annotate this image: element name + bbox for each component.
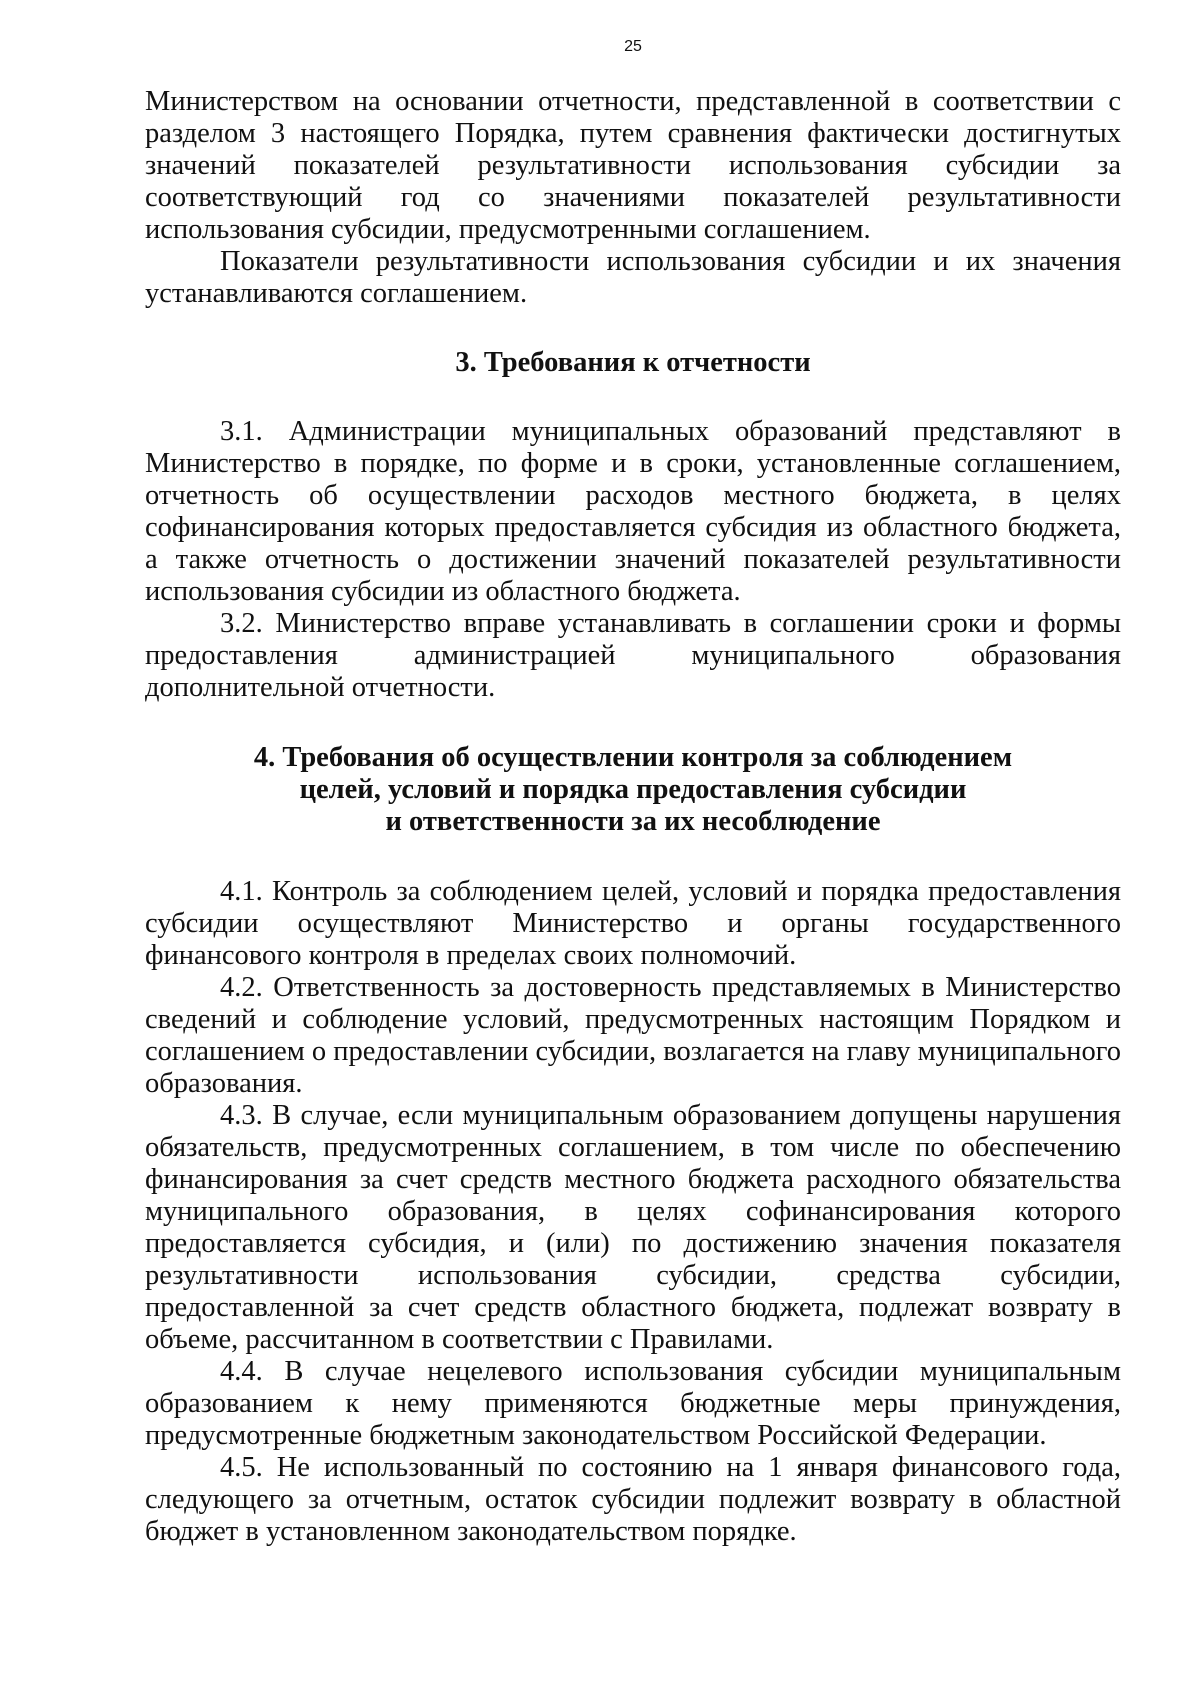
- document-body: [145, 86, 1121, 1548]
- paragraph-4-1: 4.1. Контроль за соблюдением целей, условий и порядка предоставления субсидии осуществляют Министерство и органы государственного финансового контроля в пределах своих полномочий.: [145, 876, 1121, 971]
- paragraph-3-2: 3.2. Министерство вправе устанавливать в соглашении сроки и формы предоставления администрацией муниципального образования дополнительной отчетности.: [145, 608, 1121, 703]
- paragraph-4-5: 4.5. Не использованный по состоянию на 1 января финансового года, следующего за отчетным, остаток субсидии подлежит возврату в областной бюджет в установленном законодательством порядке.: [145, 1452, 1121, 1547]
- intro-paragraph-2: Показатели результативности использования субсидии и их значения устанавливаются соглашением.: [145, 246, 1121, 309]
- section-4-heading-line-1: 4. Требования об осуществлении контроля за соблюдением: [253, 742, 1013, 773]
- paragraph-4-4: 4.4. В случае нецелевого использования субсидии муниципальным образованием к нему применяются бюджетные меры принуждения, предусмотренные бюджетным законодательством Российской Федерации.: [145, 1356, 1121, 1451]
- section-4-heading: [145, 742, 1121, 838]
- paragraph-4-2: 4.2. Ответственность за достоверность представляемых в Министерство сведений и соблюдение условий, предусмотренных настоящим Порядком и соглашением о предоставлении субсидии, возлагается на главу муниципального образования.: [145, 972, 1121, 1099]
- paragraph-4-3: 4.3. В случае, если муниципальным образованием допущены нарушения обязательств, предусмотренных соглашением, в том числе по обеспечению финансирования за счет средств местного бюджета расходного обязательства муниципального образования, в целях софинансирования которого предоставляется субсидия, и (или) по достижению значения показателя результативности использования субсидии, средства субсидии, предоставленной за счет средств областного бюджета, подлежат возврату в объеме, рассчитанном в соответствии с Правилами.: [145, 1100, 1121, 1355]
- paragraph-3-1: 3.1. Администрации муниципальных образований представляют в Министерство в порядке, по форме и в сроки, установленные соглашением, отчетность об осуществлении расходов местного бюджета, в целях софинансирования которых предоставляется субсидия из областного бюджета, а также отчетность о достижении значений показателей результативности использования субсидии из областного бюджета.: [145, 416, 1121, 607]
- page-number: 25: [624, 38, 642, 55]
- section-4-heading-line-2: целей, условий и порядка предоставления субсидии: [299, 774, 967, 805]
- section-4-heading-line-3: и ответственности за их несоблюдение: [385, 806, 881, 837]
- section-3-heading: 3. Требования к отчетности: [455, 347, 811, 378]
- intro-paragraph-1: Министерством на основании отчетности, представленной в соответствии с разделом 3 настоящего Порядка, путем сравнения фактически достигнутых значений показателей результативности использования субсидии за соответствующий год со значениями показателей результативности использования субсидии, предусмотренными соглашением.: [145, 86, 1121, 245]
